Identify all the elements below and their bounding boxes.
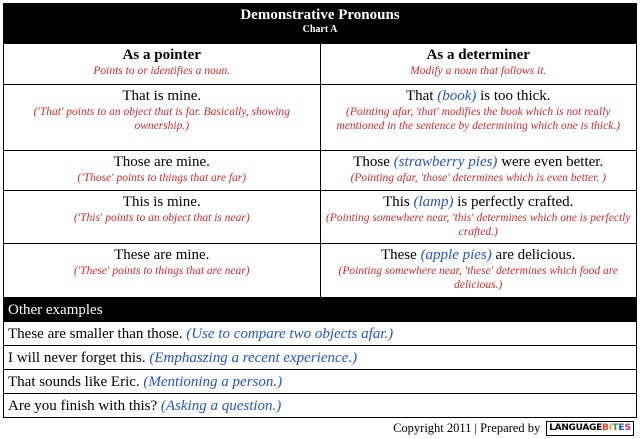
example-sentence: I will never forget this. xyxy=(8,350,150,366)
noun-highlight: (strawberry pies) xyxy=(393,154,498,170)
noun-highlight: (apple pies) xyxy=(420,247,492,263)
example-sentence xyxy=(325,153,633,171)
pronoun-table xyxy=(3,43,637,298)
logo-letter: I xyxy=(608,423,613,433)
logo-word: LANGUAGE xyxy=(549,423,602,433)
column-header-pointer xyxy=(4,44,321,85)
example-note: (Pointing somewhere near, 'this' determines which one is perfectly crafted.) xyxy=(326,212,631,238)
determiner-cell xyxy=(320,191,637,244)
logo-letter: T xyxy=(612,423,619,433)
example-sentence: Those are mine. xyxy=(113,154,210,170)
determiner-cell xyxy=(320,85,637,151)
example-note: (Mentioning a person.) xyxy=(143,374,283,390)
example-sentence: That sounds like Eric. xyxy=(8,374,144,390)
example-sentence xyxy=(325,193,633,211)
pointer-cell xyxy=(4,85,321,151)
noun-highlight: (lamp) xyxy=(413,194,454,210)
table-row xyxy=(4,85,637,151)
table-row xyxy=(4,151,637,191)
example-note: (Asking a question.) xyxy=(160,398,282,414)
chart-header xyxy=(3,3,637,43)
example-note: (Pointing afar, 'those' determines which is even better. ) xyxy=(350,172,606,184)
logo-letter: S xyxy=(624,423,631,433)
example-note: ('These' points to things that are near) xyxy=(73,265,250,277)
example-note: (Emphaszing a recent experience.) xyxy=(149,350,358,366)
language-bites-logo xyxy=(546,421,634,436)
determiner-cell xyxy=(320,244,637,298)
logo-letter: E xyxy=(618,423,625,433)
column-title: As a pointer xyxy=(122,47,201,63)
example-note: (Pointing somewhere near, 'these' determines which food are delicious.) xyxy=(338,265,618,291)
sentence-start: These xyxy=(380,247,421,263)
list-item xyxy=(3,346,637,370)
other-examples-header: Other examples xyxy=(3,298,637,322)
example-sentence: These are mine. xyxy=(114,247,210,263)
sentence-start: That xyxy=(405,88,438,104)
column-title: As a determiner xyxy=(426,47,530,63)
sentence-start: Those xyxy=(353,154,394,170)
footer xyxy=(393,420,634,437)
determiner-cell xyxy=(320,151,637,191)
pronoun-chart xyxy=(3,3,637,418)
column-header-determiner xyxy=(320,44,637,85)
column-description: Modify a noun that follows it. xyxy=(410,65,547,77)
example-note: ('This' points to an object that is near) xyxy=(73,212,250,224)
example-sentence: These are smaller than those. xyxy=(8,326,187,342)
pointer-cell xyxy=(4,191,321,244)
example-sentence: That is mine. xyxy=(122,88,202,104)
example-note: (Pointing afar, 'that' modifies the book which is not really mentioned in the sentence by determining which one is thick.) xyxy=(336,106,621,132)
example-sentence xyxy=(325,246,633,264)
chart-title: Demonstrative Pronouns xyxy=(240,7,400,23)
table-row xyxy=(4,191,637,244)
pointer-cell xyxy=(4,244,321,298)
copyright-text: Copyright 2011 | Prepared by xyxy=(393,421,541,435)
table-row xyxy=(4,244,637,298)
example-note: ('Those' points to things that are far) xyxy=(77,172,247,184)
sentence-end: are delicious. xyxy=(491,247,576,263)
example-sentence xyxy=(325,87,633,105)
sentence-end: were even better. xyxy=(497,154,604,170)
sentence-end: is perfectly crafted. xyxy=(453,194,574,210)
chart-subtitle: Chart A xyxy=(302,24,338,35)
example-note: (Use to compare two objects afar.) xyxy=(186,326,394,342)
noun-highlight: (book) xyxy=(437,88,477,104)
example-note: ('That' points to an object that is far. Basically, showing ownership.) xyxy=(33,106,290,132)
column-header-row xyxy=(4,44,637,85)
logo-letter: B xyxy=(601,423,609,433)
list-item xyxy=(3,322,637,346)
sentence-end: is too thick. xyxy=(476,88,551,104)
list-item xyxy=(3,394,637,418)
example-sentence: This is mine. xyxy=(122,194,201,210)
sentence-start: This xyxy=(383,194,414,210)
example-sentence: Are you finish with this? xyxy=(8,398,161,414)
column-description: Points to or identifies a noun. xyxy=(93,65,231,77)
list-item xyxy=(3,370,637,394)
pointer-cell xyxy=(4,151,321,191)
